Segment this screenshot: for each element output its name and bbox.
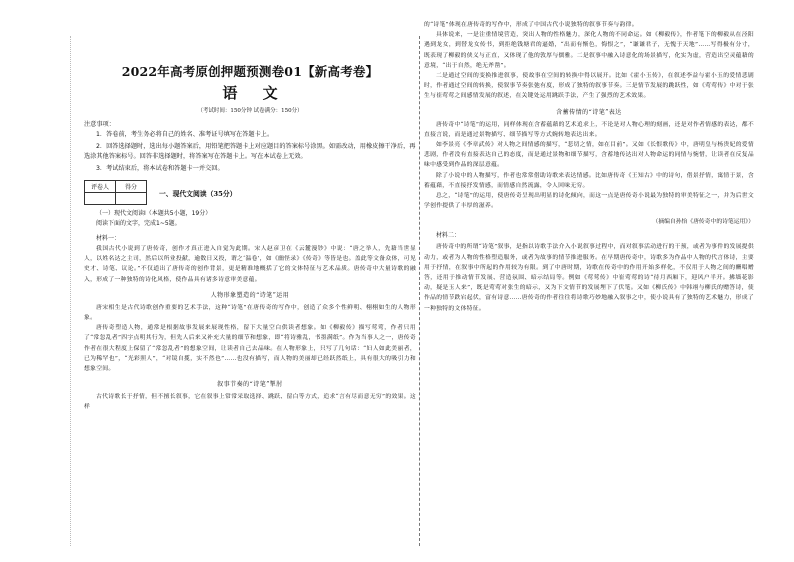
subheading: 人物形象塑造的“诗笔”运用 (210, 291, 290, 299)
paragraph: 古代诗歌长于抒情，但不擅长叙事，它在叙事上常常采取选择、跳跃、留白等方式，追求“言有尽而意无穷”的效果。这样 (84, 394, 416, 411)
right-body-text (424, 20, 754, 314)
right-column (424, 20, 754, 552)
paragraph: 具体说来，一是注重情境营造，突出人物的性格魅力，深化人物的不同命运。如《柳毅传》，作者笔下的柳毅从在泾阳遇到龙女，到替龙女传书，到拒绝钱塘君的逼婚，“出而有惭色，悔恨之”，“谦谦君子，无愧于天地”……写得极有分寸，既表现了柳毅的侠义与正直，又体现了他的敦厚与儒雅。二是叙事中融入诗意化的场景描写，化实为虚，营造出空灵蕴藉的意境，“出于自然，绝无斧凿”。 (424, 32, 754, 69)
exam-title: 2022年高考原创押题预测卷01【新高考卷】 (121, 64, 379, 79)
score-box-grader-label: 评卷人 (85, 181, 116, 193)
question-instruction: 阅读下面的文字，完成1~5题。 (96, 220, 181, 227)
source-citation: （摘编自孙怡《唐传奇中的诗笔运用》） (652, 219, 754, 226)
note-item: 2．回答选择题时，选出每小题答案后，用铅笔把答题卡上对应题目的答案标号涂黑。如需改动，用橡皮擦干净后，再选涂其他答案标号。回答非选择题时，将答案写在答题卡上。写在本试卷上无效。 (84, 143, 416, 160)
notes-title: 注意事项： (84, 121, 115, 128)
score-box-grader-cell (85, 193, 116, 205)
paragraph: 如李景亮《李章武传》对人物之间情感的描写，“悲切之情，如在目前”。又如《长恨歌传》中，唐明皇与杨贵妃的爱情悲剧，作者没有直接表达自己的态度，而是通过景物和细节描写，含蓄地传达出对人物命运的同情与惋惜，让读者在反复品味中感受到作品的深层意蕴。 (424, 142, 754, 169)
paragraph: 唐传奇塑造人物，通常是根据故事发展来展现性格，留下大量空白供读者想象。如《柳毅传》描写莺莺，作者只用了“常忽乱者”四字点明其行为，但先人后来又补充大量的细节和想象，即“将诗雅乱，书墨满纸”。作为当事人之一，唐传奇作者在很大程度上保留了“常忽乱者”的想象空间，让读者自己去品味。在人物形象上，只写了几句话：“妇人如此美丽者，已为稀罕也”，“光彩照人”，“对镜自揽，实不然也”……也没有描写，而人物的美丽却已经跃然纸上，具有很大的吸引力和想象空间。 (84, 325, 416, 373)
material-label: 材料二： (436, 232, 461, 240)
exam-info: （考试时间：150分钟 试卷满分：150分） (197, 108, 303, 114)
subject-title: 语 文 (222, 84, 288, 102)
paragraph: 二是通过空间的变换推进叙事，使故事在空间的转换中得以展开。比如《霍小玉传》，在叙述李益与霍小玉的爱情悲剧时，作者通过空间的转换，使叙事节奏张弛有度，形成了独特的叙事节奏。三是情节发展的跳跃性，如《莺莺传》中对于张生与崔莺莺之间感情发展的叙述，在关键处运用跳跃手法，产生了强烈的艺术效果。 (424, 73, 754, 100)
column-divider (419, 36, 420, 546)
note-item: 3．考试结束后，将本试卷和答题卡一并交回。 (96, 165, 224, 172)
paragraph: 的“诗笔”体现在唐传奇的写作中，形成了中国古代小说独特的叙事节奏与韵律。 (424, 22, 638, 28)
paragraph: 唐传奇中的所谓“诗笔”叙事，是指以诗歌手法介入小说叙事过程中，而对叙事活动进行的干预，或者为事件的发展提供动力，或者为人物的性格塑造服务，或者为故事的情节推进服务。在早期唐传奇中，诗歌多为作品中人物的代言体诗，主要用于抒情，在叙事中所起的作用较为有限。到了中唐时期，诗歌在传奇中的作用开始多样化，不仅用于人物之间的酬唱赠答，还用于推动情节发展、营造氛围、暗示结局等。例如《莺莺传》中崔莺莺的诗“待月西厢下，迎风户半开。拂墙花影动，疑是玉人来”，既是莺莺对张生的暗示，又为下文情节的发展埋下了伏笔。又如《柳氏传》中韩翊与柳氏的赠答诗，使作品的情节跌宕起伏，富有诗意……唐传奇的作者往往将诗歌巧妙地融入叙事之中，使小说具有了独特的艺术魅力，形成了一种独特的文体特征。 (424, 244, 754, 312)
left-body-text (84, 244, 416, 413)
score-box-score-label: 得分 (116, 181, 147, 193)
score-box-score-cell (116, 193, 147, 205)
paragraph: 唐宋相生是古代诗歌创作重要的艺术手法，这种“诗笔”在唐传奇的写作中，创造了众多个性鲜明、栩栩如生的人物形象。 (84, 304, 416, 322)
left-column (84, 20, 416, 552)
paragraph: 唐传奇中“诗笔”的运用，同样体现在含蓄蕴藉的艺术追求上，不论是对人物心理的刻画，还是对作者情感的表达，都不直接言说，而是通过景物描写、细节描写等方式婉转地表达出来。 (424, 121, 754, 138)
subheading: 含蓄传情的“诗笔”表达 (556, 108, 622, 116)
binding-margin-line (70, 36, 71, 546)
score-row (84, 180, 416, 205)
material-label: 材料一： (96, 235, 121, 242)
paragraph: 总之，“诗笔”的运用，使唐传奇呈现出明显的诗化倾向，而这一点是唐传奇小说最为独特的审美特征之一，并为后世文学创作提供了丰厚的滋养。 (424, 193, 754, 210)
score-box (84, 180, 147, 205)
note-item: 1．答卷前，考生务必将自己的姓名、准考证号填写在答题卡上。 (96, 131, 274, 138)
paragraph: 除了小说中的人物描写，作者也常常借助诗歌来表达情感。比如唐传奇《王知古》中的诗句，借景抒情，寓情于景，含蓄蕴藉，不直接抒发情感，而情感自然流露，令人回味无穷。 (424, 172, 754, 189)
subheading: 叙事节奏的“诗笔”掣肘 (217, 381, 283, 389)
question-intro: （一）现代文阅读Ⅰ（本题共5小题，19分） (96, 210, 212, 217)
paragraph: 我国古代小说到了唐传奇，创作才真正进入自觉为此期。宋人赵彦卫在《云麓漫钞》中说：“唐之举人，先藉当世显人，以姓名达之主司，然后以所业投献，逾数日又投，谓之‘温卷’，如《幽怪录》《传奇》等皆是也。盖此等文备众体，可见史才、诗笔、议论。”不仅道出了唐传奇的创作背景，更是精准地概括了它的文体特征与艺术品质。唐传奇中大量诗歌的融入，形成了一种独特的诗化风格，使作品具有诸多诗意审美意蕴。 (84, 246, 416, 283)
section-heading: 一、现代文阅读（35分） (159, 189, 237, 198)
